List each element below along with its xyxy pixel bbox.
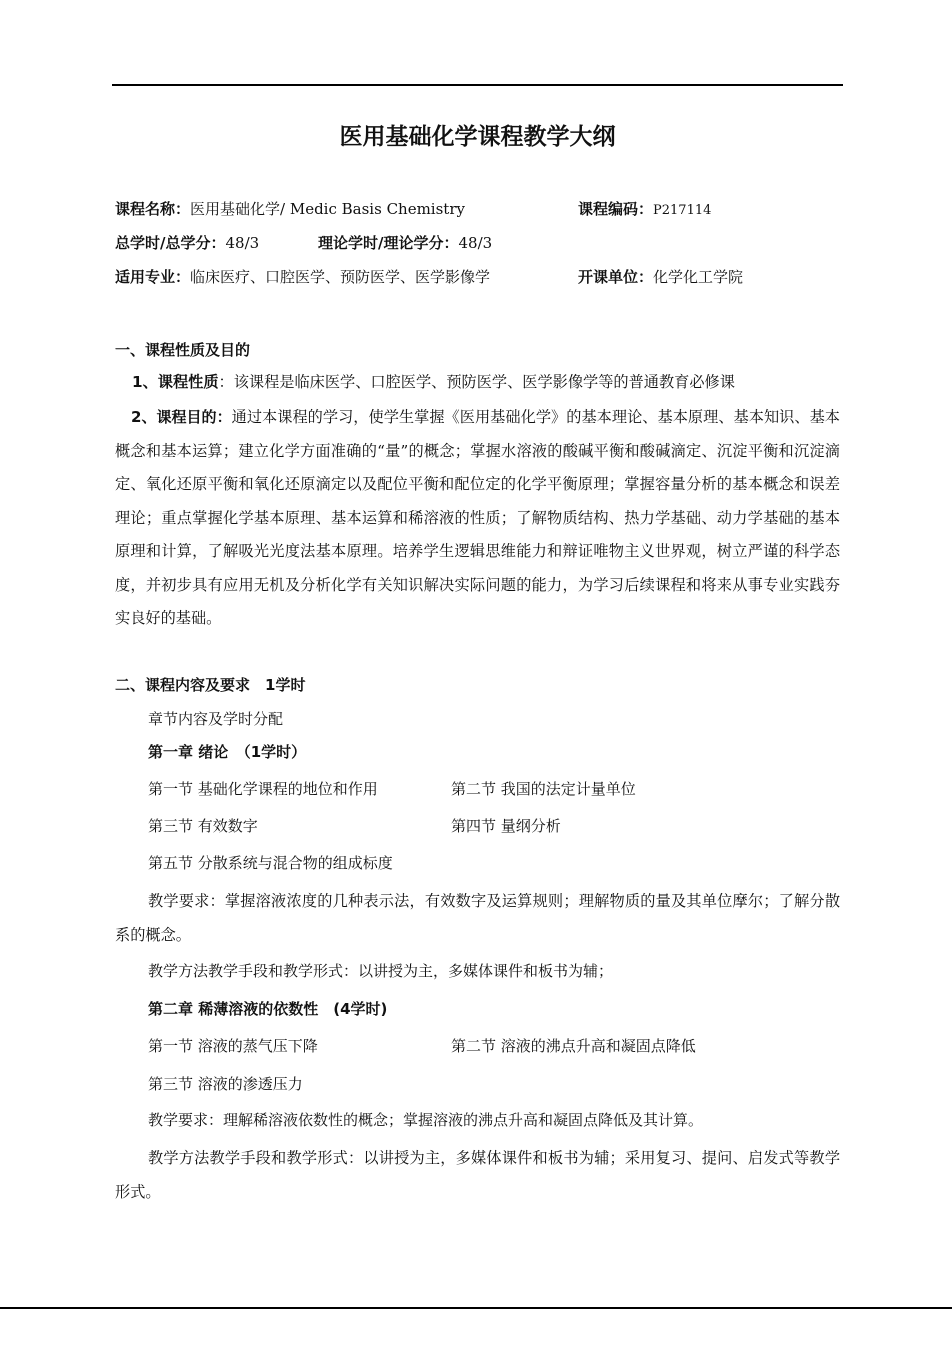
course-name (115, 198, 465, 220)
header-rule (112, 84, 843, 86)
total-hours-value: 48/3 (225, 234, 260, 252)
total-hours (115, 232, 259, 254)
ch2-section1: 第一节 溶液的蒸气压下降 (148, 1037, 318, 1055)
ch1-section1: 第一节 基础化学课程的地位和作用 (148, 780, 378, 798)
course-name-value: 医用基础化学/ Medic Basis Chemistry (190, 200, 465, 218)
course-nature (132, 371, 735, 393)
theory-hours (318, 232, 492, 254)
chapter1-title: 第一章 绪论 （1学时） (148, 743, 307, 761)
ch1-section4: 第四节 量纲分析 (451, 817, 561, 835)
unit-label: 开课单位： (578, 268, 654, 286)
chapter2-title: 第二章 稀薄溶液的依数性 (4学时) (148, 1000, 388, 1018)
applicable-major (115, 266, 490, 288)
major-value: 临床医疗、口腔医学、预防医学、医学影像学 (190, 268, 491, 286)
theory-hours-value: 48/3 (458, 234, 493, 252)
course-nature-label: 1、课程性质 (132, 373, 219, 391)
course-name-label: 课程名称： (115, 200, 191, 218)
footer-rule (0, 1307, 952, 1309)
ch1-requirements: 教学要求：掌握溶液浓度的几种表示法，有效数字及运算规则；理解物质的量及其单位摩尔；了解分散系的概念。 (115, 892, 840, 944)
course-purpose-label: 2、课程目的： (131, 408, 232, 426)
section1-heading: 一、课程性质及目的 (115, 341, 251, 359)
section2-heading: 二、课程内容及要求 1学时 (115, 676, 306, 694)
document-title: 医用基础化学课程教学大纲 (339, 124, 616, 150)
ch2-requirements: 教学要求：理解稀溶液依数性的概念；掌握溶液的沸点升高和凝固点降低及其计算。 (148, 1111, 704, 1129)
course-code-value: P217114 (653, 203, 712, 218)
unit-value: 化学化工学院 (653, 268, 744, 286)
course-purpose-text: 通过本课程的学习，使学生掌握《医用基础化学》的基本理论、基本原理、基本知识、基本概念和基本运算；建立化学方面准确的“量”的概念；掌握水溶液的酸碱平衡和酸碱滴定、沉淀平衡和沉淀滴定、氧化还原平衡和氧化还原滴定以及配位平衡和配位定的化学平衡原理；掌握容量分析的基本概念和误差理论；重点掌握化学基本原理、基本运算和稀溶液的性质；了解物质结构、热力学基础、动力学基础的基本原理和计算，了解吸光光度法基本原理。培养学生逻辑思维能力和辩证唯物主义世界观，树立严谨的科学态度，并初步具有应用无机及分析化学有关知识解决实际问题的能力，为学习后续课程和将来从事专业实践夯实良好的基础。 (115, 408, 840, 627)
offering-unit (578, 266, 743, 288)
chapter-intro: 章节内容及学时分配 (148, 710, 284, 728)
course-purpose (115, 401, 840, 636)
ch2-section3: 第三节 溶液的渗透压力 (148, 1075, 303, 1093)
ch1-section3: 第三节 有效数字 (148, 817, 258, 835)
ch1-section5: 第五节 分散系统与混合物的组成标度 (148, 854, 393, 872)
ch1-methods: 教学方法教学手段和教学形式：以讲授为主，多媒体课件和板书为辅； (148, 962, 614, 980)
theory-hours-label: 理论学时/理论学分： (318, 234, 459, 252)
course-nature-text: ：该课程是临床医学、口腔医学、预防医学、医学影像学等的普通教育必修课 (218, 373, 735, 391)
ch1-section2: 第二节 我国的法定计量单位 (451, 780, 636, 798)
ch2-methods: 教学方法教学手段和教学形式：以讲授为主，多媒体课件和板书为辅；采用复习、提问、启发式等教学形式。 (115, 1149, 840, 1201)
ch2-section2: 第二节 溶液的沸点升高和凝固点降低 (451, 1037, 696, 1055)
course-code (578, 198, 711, 222)
major-label: 适用专业： (115, 268, 191, 286)
course-code-label: 课程编码： (578, 200, 654, 218)
total-hours-label: 总学时/总学分： (115, 234, 226, 252)
